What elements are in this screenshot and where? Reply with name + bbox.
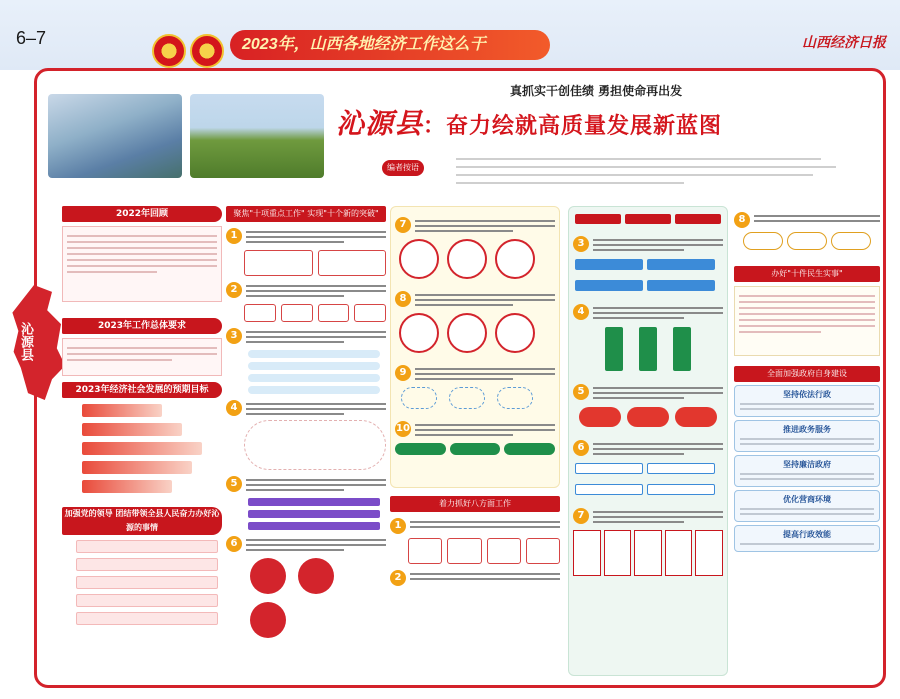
task-item <box>76 540 218 553</box>
party-emblem-icon <box>190 34 224 68</box>
intro-tag: 编者按语 <box>382 160 424 176</box>
column-middle <box>390 206 560 588</box>
task-item <box>76 594 218 607</box>
aspect-item-8: 8 <box>734 212 880 228</box>
project-item-6: 6 <box>226 536 386 554</box>
project-item-1: 1 <box>226 228 386 246</box>
gov-card-3: 坚持廉洁政府 <box>734 455 880 487</box>
newspaper-logo: 山西经济日报 <box>802 35 886 51</box>
requirements-text <box>62 338 222 376</box>
project-item-10: 10 <box>395 421 555 439</box>
gov-card-4: 优化营商环境 <box>734 490 880 522</box>
national-emblem-icon <box>152 34 186 68</box>
column-review <box>62 206 222 630</box>
column-banner-title: 2023年，山西各地经济工作这么干 <box>230 30 550 60</box>
projects-7-10-panel <box>390 206 560 488</box>
section-gov-building: 全面加强政府自身建设 <box>734 366 880 382</box>
aspect-item-2: 2 <box>390 570 560 586</box>
side-county-label: 沁源县 <box>18 322 33 361</box>
aspect-item-1: 1 <box>390 518 560 534</box>
section-requirements-2023: 2023年工作总体要求 <box>62 318 222 334</box>
target-bar <box>82 404 162 417</box>
project-item-8: 8 <box>395 291 555 309</box>
project-item-4: 4 <box>226 400 386 418</box>
target-bar <box>82 461 192 474</box>
aspects-3-7-panel <box>568 206 728 676</box>
headline-text: ：奋力绘就高质量发展新蓝图 <box>423 114 723 139</box>
project-item-7: 7 <box>395 217 555 235</box>
county-name: 沁源县 <box>336 107 424 140</box>
section-targets-2023: 2023年经济社会发展的预期目标 <box>62 382 222 398</box>
section-review-2022: 2022年回顾 <box>62 206 222 222</box>
aspect-item-6: 6 <box>573 440 723 458</box>
aspect-item-3: 3 <box>573 236 723 254</box>
column-aspects <box>568 206 728 676</box>
task-item <box>76 576 218 589</box>
intro-text <box>456 152 836 190</box>
target-bar <box>82 423 182 436</box>
landscape-photo <box>190 94 324 178</box>
gov-card-1: 坚持依法行政 <box>734 385 880 417</box>
gov-card-5: 提高行政效能 <box>734 525 880 552</box>
aspect-item-4: 4 <box>573 304 723 322</box>
column-livelihood <box>734 206 880 555</box>
section-party-leadership: 加强党的领导 团结带领全县人民奋力办好沁源的事情 <box>62 507 222 535</box>
section-eight-aspects: 着力抓好八方面工作 <box>390 496 560 512</box>
city-photo <box>48 94 182 178</box>
target-bar <box>82 480 172 493</box>
column-ten-projects <box>226 206 386 644</box>
section-ten-projects: 聚焦"十项重点工作" 实现"十个新的突破" <box>226 206 386 222</box>
feature-motto: 真抓实干创佳绩 勇担使命再出发 <box>510 84 683 98</box>
project-item-9: 9 <box>395 365 555 383</box>
project-item-2: 2 <box>226 282 386 300</box>
project-item-5: 5 <box>226 476 386 494</box>
review-text <box>62 226 222 302</box>
aspect-item-5: 5 <box>573 384 723 402</box>
task-item <box>76 612 218 625</box>
livelihood-list <box>734 286 880 356</box>
section-ten-livelihood: 办好"十件民生实事" <box>734 266 880 282</box>
project-item-3: 3 <box>226 328 386 346</box>
target-bar <box>82 442 202 455</box>
gov-card-2: 推进政务服务 <box>734 420 880 452</box>
aspect-item-7: 7 <box>573 508 723 526</box>
page-number: 6–7 <box>16 28 47 48</box>
task-item <box>76 558 218 571</box>
feature-headline <box>336 102 722 142</box>
